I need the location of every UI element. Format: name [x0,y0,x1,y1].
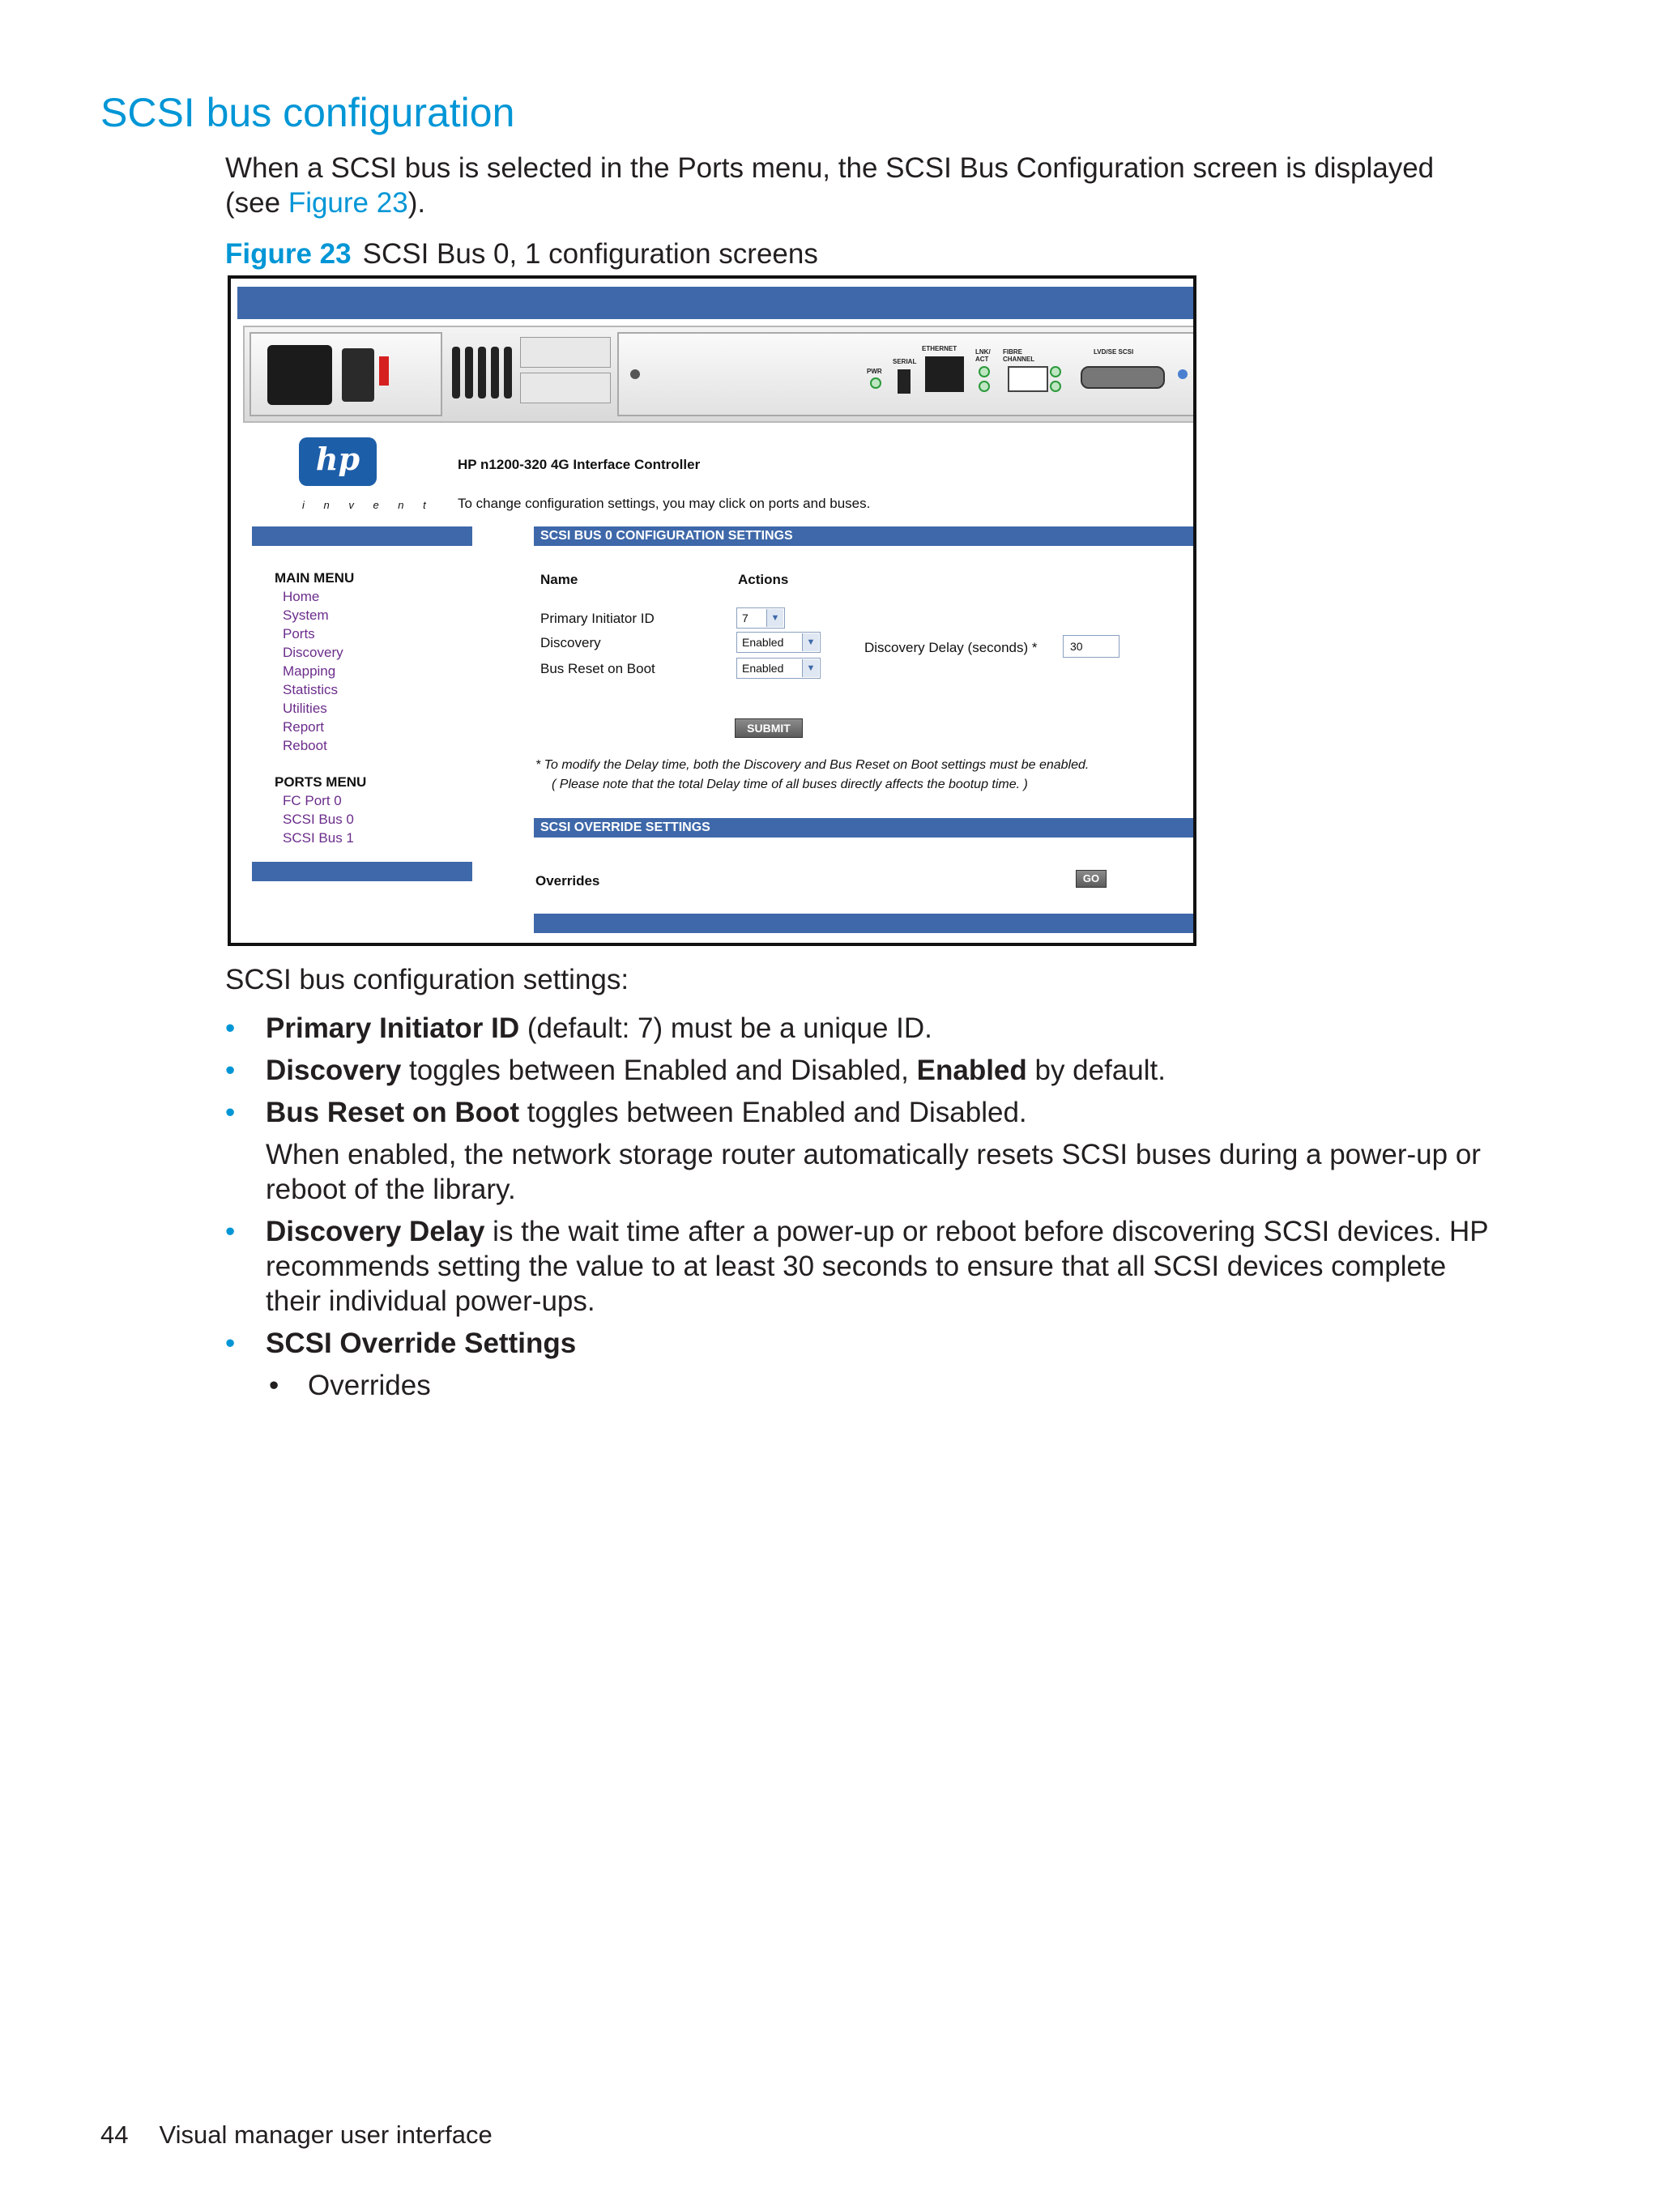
override-section-bar: SCSI OVERRIDE SETTINGS [534,818,1196,837]
setting-name: Discovery [266,1055,402,1086]
left-menu-top-bar [252,526,472,546]
overrides-label: Overrides [535,873,600,889]
discovery-select[interactable] [736,632,821,653]
pwr-led-icon [870,377,881,389]
fc-led-icon [1050,381,1061,392]
menu-item-reboot[interactable]: Reboot [283,738,327,753]
menu-item-report[interactable]: Report [283,719,325,735]
menu-item-statistics[interactable]: Statistics [283,682,339,697]
column-name: Name [540,572,578,587]
delay-note: * To modify the Delay time, both the Discovery and Bus Reset on Boot settings must be enabled. [535,758,1090,772]
footer-section: Visual manager user interface [159,2120,493,2149]
ethernet-port-icon [925,356,964,392]
power-panel [249,332,442,416]
chevron-down-icon: ▼ [802,659,819,677]
bullet-icon: • [225,1055,236,1086]
discovery-label: Discovery [540,635,601,650]
power-switch-icon [342,348,374,402]
bullet-icon: • [225,1097,236,1128]
lnk-led-icon [979,366,990,377]
screen-top-bar [237,287,1196,319]
setting-description: is the wait time after a power-up or reboot before discovering SCSI devices. HP recommends setting the value to at least 30 seconds to ensure that all SCSI devices complete their individual power-ups. [266,1216,1489,1317]
left-menu-bottom-bar [252,862,472,881]
sub-item-text: Overrides [308,1370,431,1401]
ports-menu-title: PORTS MENU [275,774,367,790]
config-screenshot [228,275,1196,946]
serial-port-icon [898,369,911,394]
setting-description-end: by default. [1026,1055,1166,1086]
figure-label: Figure 23 [225,238,352,270]
ethernet-label: ETHERNET [922,345,957,352]
hp-logo [299,437,377,486]
figure-caption [225,237,818,271]
bullet-icon: • [269,1370,279,1401]
settings-heading: SCSI bus configuration settings: [225,964,629,995]
list-item [225,1214,1489,1319]
vent-icon [478,347,486,399]
setting-name: Primary Initiator ID [266,1012,520,1044]
bus-reset-label: Bus Reset on Boot [540,661,655,676]
discovery-delay-input[interactable]: 30 [1063,635,1120,658]
vent-icon [491,347,499,399]
controller-title: HP n1200-320 4G Interface Controller [458,457,701,472]
bus-reset-select[interactable] [736,658,821,679]
intro-text-end: ). [407,187,426,219]
bullet-icon: • [225,1012,236,1044]
setting-name: SCSI Override Settings [266,1328,577,1359]
discovery-delay-label: Discovery Delay (seconds) * [864,640,1038,655]
page-heading: SCSI bus configuration [100,90,515,135]
sub-list [266,1368,1489,1403]
list-item [225,1095,1489,1207]
menu-item-system[interactable]: System [283,607,329,623]
lnk-act-label: LNK/ ACT [975,348,991,363]
page-number: 44 [100,2120,129,2149]
setting-detail: When enabled, the network storage router automatically resets SCSI buses during a power-up or reboot of the library. [266,1139,1481,1205]
serial-label: SERIAL [893,358,917,365]
figure-caption-text: SCSI Bus 0, 1 configuration screens [362,238,818,270]
screw-icon [630,369,640,379]
fibre-channel-label: FIBRE CHANNEL [1003,348,1035,363]
lvd-se-scsi-label: LVD/SE SCSI [1094,348,1134,356]
act-led-icon [979,381,990,392]
setting-description: toggles between Enabled and Disabled. [519,1097,1027,1128]
device-faceplate [243,326,1196,423]
submit-button[interactable]: SUBMIT [735,718,803,738]
serial-label-sticker [520,337,611,368]
setting-default: Enabled [916,1055,1027,1086]
vent-icon [465,347,473,399]
menu-item-utilities[interactable]: Utilities [283,701,327,716]
figure-link[interactable]: Figure 23 [288,187,408,219]
ports-item-fc-port-0[interactable]: FC Port 0 [283,793,342,808]
primary-initiator-label: Primary Initiator ID [540,611,655,626]
setting-name: Bus Reset on Boot [266,1097,520,1128]
delay-note-secondary: ( Please note that the total Delay time of all buses directly affects the bootup time. ) [552,778,1028,791]
go-button[interactable]: GO [1076,870,1107,888]
power-socket-icon [267,345,332,405]
list-item [225,1011,1489,1046]
menu-item-discovery[interactable]: Discovery [283,645,343,660]
intro-paragraph [225,151,1489,220]
settings-list [225,1011,1489,1410]
menu-item-home[interactable]: Home [283,589,320,604]
ports-item-scsi-bus-1[interactable]: SCSI Bus 1 [283,830,354,846]
scsi-connector-icon [1081,366,1165,389]
menu-item-ports[interactable]: Ports [283,626,315,641]
ports-item-scsi-bus-0[interactable]: SCSI Bus 0 [283,812,354,827]
setting-description: toggles between Enabled and Disabled, [401,1055,917,1086]
scsi-led-icon [1178,369,1188,379]
logo-tagline: i n v e n t [302,499,434,511]
list-item [225,1053,1489,1088]
vent-icon [504,347,512,399]
list-item [225,1326,1489,1403]
controller-subtitle: To change configuration settings, you may click on ports and buses. [458,496,871,511]
fc-led-icon [1050,366,1061,377]
intro-text: When a SCSI bus is selected in the Ports menu, the SCSI Bus Configuration screen is displayed (see [225,152,1435,219]
bus-reset-value: Enabled [742,662,784,675]
discovery-value: Enabled [742,636,784,649]
vent-icon [452,347,460,399]
hp-logo-text: hp [315,441,360,477]
chevron-down-icon: ▼ [802,633,819,651]
page-footer [100,2120,493,2150]
config-section-bar: SCSI BUS 0 CONFIGURATION SETTINGS [534,526,1196,546]
main-menu-title: MAIN MENU [275,570,355,586]
menu-item-mapping[interactable]: Mapping [283,663,336,679]
setting-name: Discovery Delay [266,1216,485,1247]
chevron-down-icon: ▼ [766,609,783,627]
bullet-icon: • [225,1328,236,1359]
sub-list-item [266,1368,1489,1403]
rating-label-sticker [520,373,611,403]
bullet-icon: • [225,1216,236,1247]
setting-description: (default: 7) must be a unique ID. [519,1012,932,1044]
red-indicator-icon [379,356,389,386]
controller-panel [617,332,1196,416]
fibre-port-icon [1008,366,1048,392]
primary-initiator-select[interactable] [736,607,785,629]
column-actions: Actions [738,572,789,587]
screen-bottom-bar [534,914,1196,933]
primary-initiator-value: 7 [742,612,748,624]
pwr-label: PWR [867,368,882,375]
